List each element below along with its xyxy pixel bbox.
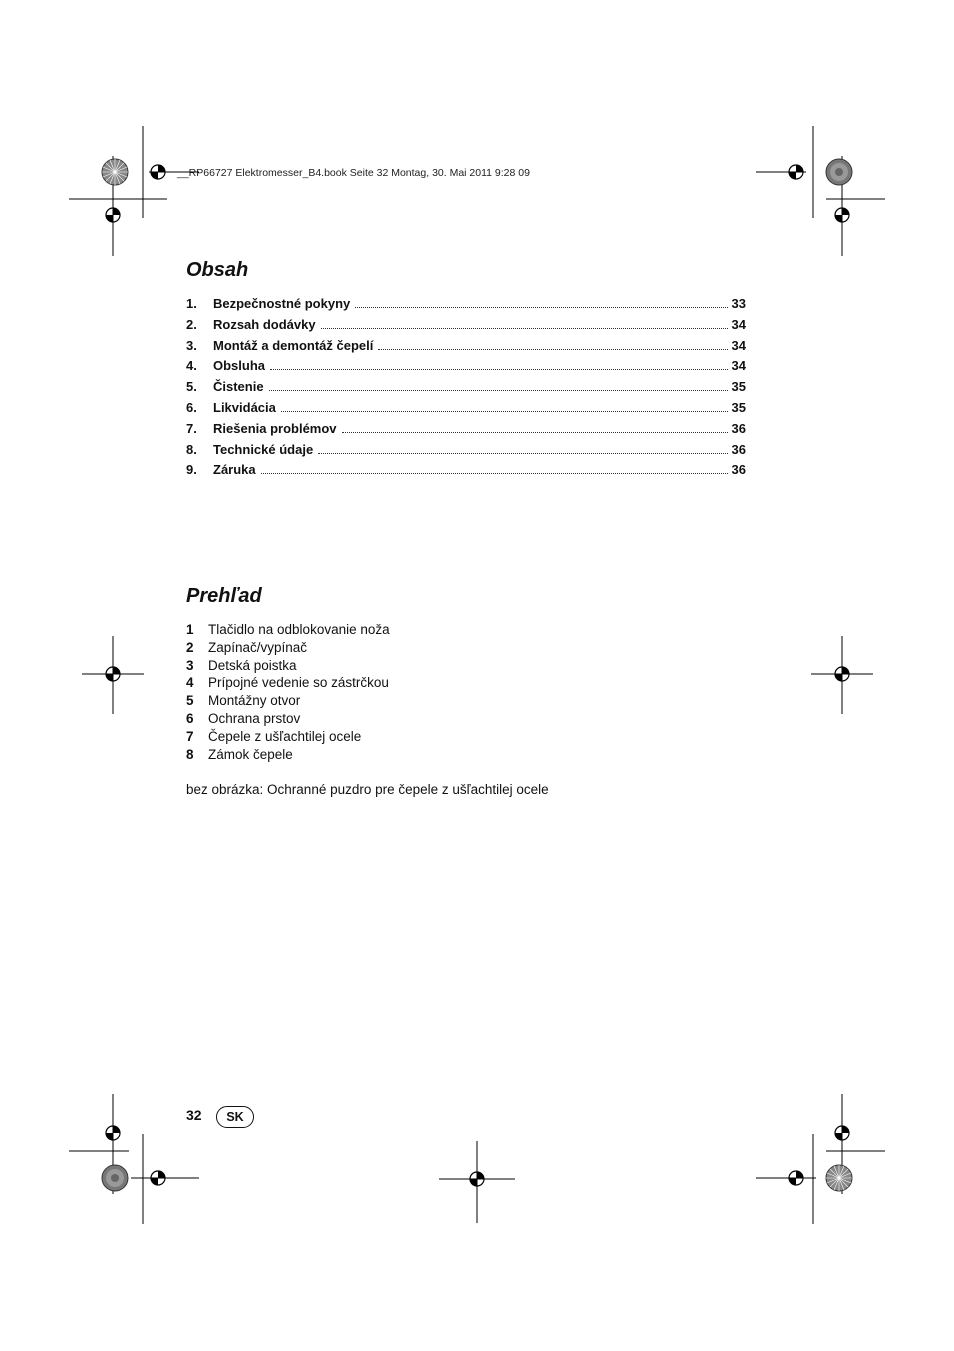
registration-target-icon: [825, 158, 853, 186]
toc-page: 33: [731, 296, 746, 311]
table-of-contents: [186, 296, 746, 483]
list-item: [186, 640, 390, 658]
toc-number: 4.: [186, 358, 197, 374]
toc-number: 8.: [186, 441, 197, 457]
toc-label: Montáž a demontáž čepelí: [213, 337, 374, 353]
part-number: 4: [186, 675, 194, 691]
parts-list: [186, 622, 390, 764]
crosshair-icon: [147, 161, 169, 183]
toc-leader-dots: [342, 421, 728, 433]
toc-row[interactable]: [186, 462, 746, 483]
toc-page: 34: [731, 358, 746, 374]
crop-mark-top-left: [69, 126, 199, 256]
crosshair-icon: [785, 1167, 807, 1189]
toc-page: 36: [731, 462, 746, 478]
part-number: 5: [186, 693, 194, 709]
toc-label: Záruka: [213, 462, 256, 478]
part-label: Zámok čepele: [208, 746, 293, 762]
part-label: Tlačidlo na odblokovanie noža: [208, 622, 390, 637]
registration-target-icon: [825, 1164, 853, 1192]
toc-leader-dots: [321, 317, 728, 329]
toc-row[interactable]: [186, 379, 746, 400]
accessory-note: bez obrázka: Ochranné puzdro pre čepele z ušľachtilej ocele: [186, 782, 549, 797]
overview-title: Prehľad: [186, 585, 262, 607]
part-number: 1: [186, 622, 194, 637]
list-item: [186, 729, 390, 747]
toc-row[interactable]: [186, 421, 746, 442]
crosshair-icon: [102, 204, 124, 226]
language-badge: SK: [216, 1106, 254, 1128]
toc-leader-dots: [355, 296, 727, 308]
part-label: Detská poistka: [208, 657, 297, 673]
crosshair-icon: [785, 161, 807, 183]
toc-number: 2.: [186, 316, 197, 332]
crop-mark-bottom-left: [69, 1094, 199, 1224]
toc-label: Riešenia problémov: [213, 420, 337, 436]
toc-leader-dots: [270, 358, 728, 370]
list-item: [186, 747, 390, 765]
toc-page: 36: [731, 441, 746, 457]
toc-leader-dots: [318, 442, 727, 454]
part-number: 2: [186, 639, 194, 655]
toc-row[interactable]: [186, 296, 746, 317]
toc-row[interactable]: [186, 400, 746, 421]
part-label: Ochrana prstov: [208, 710, 301, 726]
crosshair-icon: [102, 663, 124, 685]
part-number: 8: [186, 746, 194, 762]
toc-number: 6.: [186, 399, 197, 415]
crosshair-icon: [831, 1122, 853, 1144]
toc-number: 7.: [186, 420, 197, 436]
toc-label: Likvidácia: [213, 399, 276, 415]
part-label: Čepele z ušľachtilej ocele: [208, 728, 362, 744]
page-number: 32: [186, 1107, 202, 1123]
crosshair-icon: [831, 204, 853, 226]
toc-number: 1.: [186, 296, 197, 311]
toc-page: 34: [731, 316, 746, 332]
registration-target-icon: [101, 1164, 129, 1192]
toc-page: 35: [731, 379, 746, 395]
toc-leader-dots: [378, 338, 727, 350]
part-label: Montážny otvor: [208, 693, 301, 709]
toc-row[interactable]: [186, 317, 746, 338]
part-number: 6: [186, 710, 194, 726]
toc-row[interactable]: [186, 338, 746, 359]
print-header-file-info: __RP66727 Elektromesser_B4.book Seite 32 Montag, 30. Mai 2011 9:28 09: [177, 167, 530, 179]
crop-mark-bottom-right: [756, 1094, 886, 1224]
part-label: Prípojné vedenie so zástrčkou: [208, 675, 389, 691]
list-item: [186, 693, 390, 711]
toc-leader-dots: [261, 462, 728, 474]
toc-title: Obsah: [186, 259, 249, 281]
crosshair-icon: [147, 1167, 169, 1189]
list-item: [186, 675, 390, 693]
toc-number: 9.: [186, 462, 197, 478]
toc-label: Technické údaje: [213, 441, 314, 457]
toc-label: Rozsah dodávky: [213, 316, 316, 332]
toc-page: 35: [731, 399, 746, 415]
crosshair-icon: [831, 663, 853, 685]
list-item: [186, 711, 390, 729]
list-item: [186, 658, 390, 676]
list-item: [186, 622, 390, 640]
toc-row[interactable]: [186, 442, 746, 463]
part-number: 7: [186, 728, 194, 744]
part-label: Zapínač/vypínač: [208, 639, 308, 655]
toc-number: 3.: [186, 337, 197, 353]
toc-number: 5.: [186, 379, 197, 395]
toc-page: 34: [731, 337, 746, 353]
toc-label: Bezpečnostné pokyny: [213, 296, 351, 311]
toc-row[interactable]: [186, 358, 746, 379]
part-number: 3: [186, 657, 194, 673]
crop-mark-top-right: [756, 126, 886, 256]
toc-label: Čistenie: [213, 379, 264, 395]
toc-leader-dots: [269, 379, 728, 391]
registration-target-icon: [101, 158, 129, 186]
toc-leader-dots: [281, 400, 728, 412]
crosshair-icon: [102, 1122, 124, 1144]
crosshair-icon: [466, 1168, 488, 1190]
toc-page: 36: [731, 420, 746, 436]
toc-label: Obsluha: [213, 358, 266, 374]
